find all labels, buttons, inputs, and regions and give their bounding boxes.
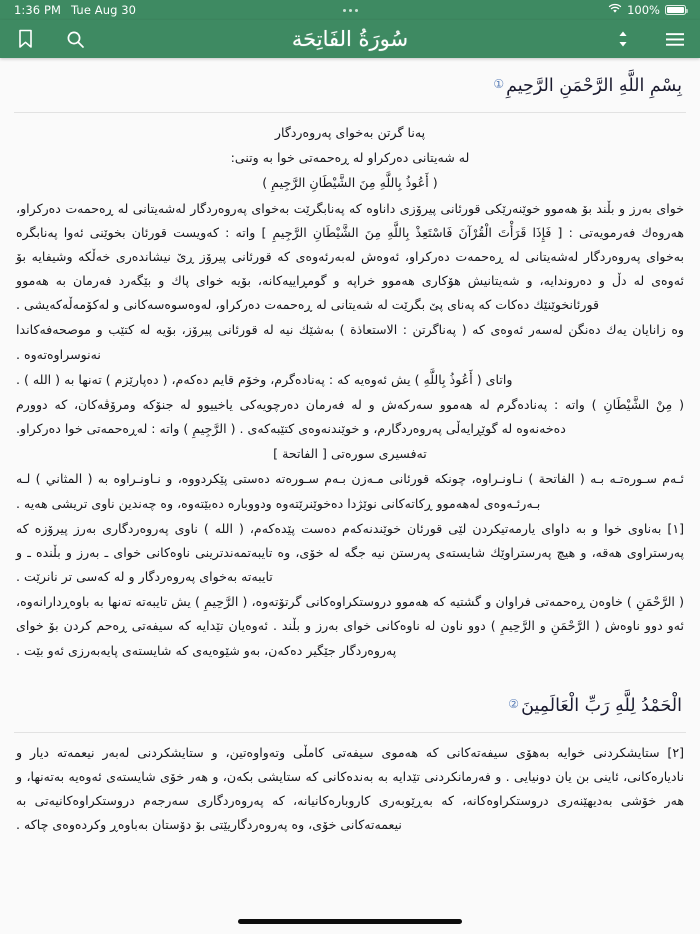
bookmark-icon[interactable]	[14, 28, 36, 50]
tafsir-line: لە شەیتانی دەرکراو لە ڕەحمەتی خوا بە وتنی:	[230, 150, 470, 166]
home-indicator-area	[0, 908, 700, 934]
hamburger-menu-icon[interactable]	[664, 28, 686, 50]
wifi-icon	[608, 3, 622, 17]
status-bar-right	[608, 3, 686, 17]
section-gap	[14, 664, 686, 678]
tafsir-block-1	[14, 119, 686, 663]
app-toolbar	[0, 20, 700, 58]
surah-title-text: سُورَةُ الفَاتِحَة	[291, 26, 409, 51]
tafsir-paragraph: واتای ( أَعُوذُ بِاللَّهِ ) يش ئەوەیە کە : پەنادەگرم، وخۆم قایم دەکەم، ( دەپارێزم ) تەنها بە ( الله ) .	[16, 371, 513, 387]
tafsir-line: پەنا گرتن بەخوای پەروەردگار	[274, 125, 426, 140]
ayah-heading-1	[14, 58, 686, 110]
tafsir-paragraph: وە زانایان یەك دەنگن لەسەر ئەوەی کە ( پەناگرتن : الاستعاذة ) بەشێك نیە لە قورئانی پیرۆز، بۆیە لە کتێب و موصحەفەکاندا نەنوسراوەتەوە .	[16, 322, 684, 362]
ayah-heading-2	[14, 678, 686, 730]
search-icon[interactable]	[64, 28, 86, 50]
tafsir-subheading: تەفسیری سورەتی [ الفاتحة ]	[273, 446, 427, 462]
tafsir-paragraph: ئـەم سـورەتـە بـە ( الفاتحة ) نـاونـراوە، چونکە قورئانی مـەزن بـەم سـورەتە دەستی پێکردووە، و نـاونـراوە بە ( المثاني ) لـە بـەرئـەوەی لەهەموو ڕکاتەکانی نوێژدا دەخوێنرێتەوە ودووبارە دەبێتەوە، وە چەندین ناوی تریشی هەیە .	[16, 471, 684, 511]
ayah-1-arabic: بِسْمِ اللَّهِ الرَّحْمَنِ الرَّحِيمِ	[506, 76, 682, 96]
status-bar-left	[14, 3, 136, 17]
divider-2	[14, 732, 686, 733]
sort-updown-icon[interactable]	[612, 28, 634, 50]
tafsir-paragraph: [٢] ستایشکردنی خوایە بەهۆی سیفەتەکانی کە هەموی سیفەتی کامڵی وتەواوەتین، و ستایشکردنی لەبەر نیعمەتە دیار و نادیارەکانی، ئاینی بن یان دونیایی . و فەرمانکردنی تێدایە بە بەندەکانی کە ستایشی بکەن، و هەر خۆی شایستەی ئەوەیە بەتەنها، و هەر خۆشی بەدیهێنەری دروستکراوەکانە، کە بەڕێوبەری کاروبارەکانیانە، کە پەروەردگاری سەرجەم دروستکراوەکانیەتی بە نیعمەتەکانی خۆی، وە پەروەردگاریێتی بۆ دۆستان بەباوەڕ وکردەوەی چاکە .	[16, 744, 684, 833]
status-bar	[0, 0, 700, 20]
ayah-2-arabic: الْحَمْدُ لِلَّهِ رَبِّ الْعَالَمِينَ	[521, 695, 682, 716]
tafsir-paragraph: خوای بەرز و بڵند بۆ هەموو خوێنەرێکی قورئانی پیرۆزی داناوە کە پەنابگرێت بەخوای پەروەردگار لەشەیتانی لە ڕەحمەت دەرکراو، هەروەك فەرمویەتی : [ فَإِذَا قَرَأْتَ الْقُرْآنَ فَاسْتَعِذْ بِاللَّهِ مِنَ الشَّيْطَانِ الرَّجِيمِ ] واتە : کەویست قورئان بخوێنی ئەوا پەنابگرە بەخوای پەروەردگار لەشەیتانی لە ڕەحمەت دەرکراو، ئەوەش لەبەرئەوەی کە قورئانی پیرۆز ڕێ نیشاندەری خەڵکە وشیفایە بۆ ئەوەی لە دڵ و دەروندایە، و شەیتانیش هۆکاری هەموو خراپە و گومڕاییەکانە، بۆیە خوای پاك و بێگەرد فەرمان بە هەموو قورئانخوێنێك دەکات کە پەنای پێ بگرێت لە شەیتانی لە ڕەحمەت دەرکراو، لەوەسوەسەکانی و لەکۆمەڵەکەیشی .	[16, 200, 684, 313]
divider-1	[14, 112, 686, 113]
tafsir-paragraph: ( الرَّحْمَنِ ) خاوەن ڕەحمەتی فراوان و گشتیە کە هەموو دروستکراوەکانی گرتۆتەوە، ( الرَّحِيمِ ) يش تایبەتە تەنها بە باوەڕدارانەوە، ئەو دوو ناوەش ( الرَّحْمَنِ و الرَّحِيمِ ) دوو ناون لە ناوەکانی خوای بەرز و بڵند . ئەوەیان تێدایە کە سیفەتی ڕەحم کردن بۆ خوای پەروەردگار جێگیر دەکەن، بەو شێوەیەی کە شایستەی پایەبەرزی ئەو بێت .	[16, 594, 684, 658]
tafsir-block-2	[14, 739, 686, 838]
more-dots-icon	[343, 9, 358, 12]
tafsir-line: ( أَعُوذُ بِاللَّهِ مِنَ الشَّيْطَانِ الرَّجِيمِ )	[262, 175, 438, 191]
status-date: Tue Aug 30	[71, 3, 137, 17]
toolbar-right-actions	[612, 28, 686, 50]
ayah-2-number: ②	[508, 696, 520, 711]
battery-percent-label: 100%	[627, 3, 660, 17]
tafsir-paragraph: [١] بەناوی خوا و بە داوای یارمەتیکردن لێی قورئان خوێندنەکەم دەست پێدەکەم، ( الله ) ناوی پەروەردگاری بەرز پیرۆزە کە پەرستراوی هەقە، و هیچ پەرستراوێك شایستەی پەرستن نیە جگە لە خۆی، وە تایبەتمەندترینی ناوەکانی خوای ـ بەرز و بڵندە ـ و تایبەتە بەخوای پەروەردگار و لە کەسی تر نانرێت .	[16, 520, 684, 585]
tafsir-paragraph: ( مِنْ الشَّيْطَانِ ) واتە : پەنادەگرم لە هەموو سەرکەش و لە فەرمان دەرچویەکی یاخییوو لە جنۆکە ومرۆڤەکان، کە دوورم دەخەنەوە لە گوێڕایەڵی پەروەردگارم، و خوێندنەوەی کتێبەکەی . ( الرَّجِيمِ ) واتە : لەڕەحمەتی خوا دەرکراو.	[16, 396, 684, 437]
page-title	[0, 20, 700, 58]
ayah-1-number: ①	[493, 77, 505, 91]
status-time: 1:36 PM	[14, 3, 62, 17]
battery-full-icon	[665, 5, 686, 15]
home-indicator[interactable]	[238, 919, 462, 924]
surah-content-scroll[interactable]	[0, 58, 700, 908]
toolbar-left-actions	[14, 28, 86, 50]
